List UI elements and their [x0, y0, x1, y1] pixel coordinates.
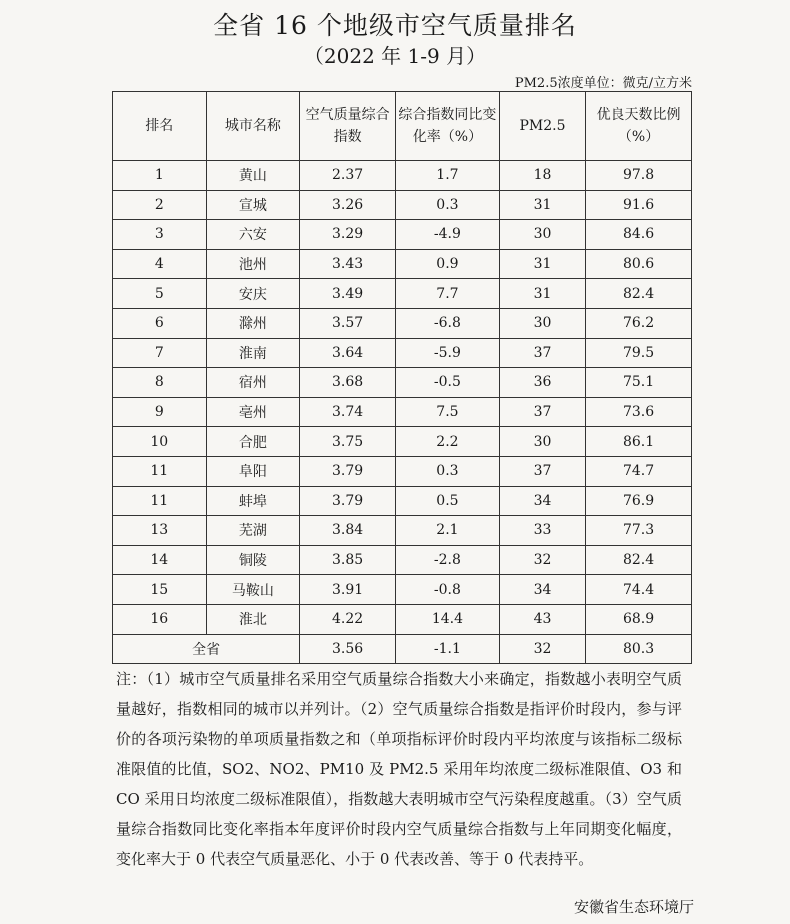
cell-pm: 34 [499, 575, 585, 605]
header-good-days: 优良天数比例（%） [586, 92, 692, 161]
cell-change: 1.7 [396, 161, 500, 191]
cell-rank: 11 [113, 456, 207, 486]
cell-change: 2.1 [396, 516, 500, 546]
cell-change: 14.4 [396, 604, 500, 634]
cell-pm: 43 [499, 604, 585, 634]
cell-city: 马鞍山 [206, 575, 300, 605]
cell-rank: 11 [113, 486, 207, 516]
cell-rank: 10 [113, 427, 207, 457]
cell-change: 0.9 [396, 249, 500, 279]
cell-good: 79.5 [586, 338, 692, 368]
cell-city: 滁州 [206, 308, 300, 338]
cell-aqi: 3.49 [300, 279, 396, 309]
header-city: 城市名称 [206, 92, 300, 161]
cell-good: 75.1 [586, 368, 692, 398]
cell-good: 84.6 [586, 220, 692, 250]
cell-aqi: 3.68 [300, 368, 396, 398]
cell-aqi: 3.84 [300, 516, 396, 546]
cell-rank: 2 [113, 190, 207, 220]
total-change: -1.1 [396, 634, 500, 664]
cell-change: 7.7 [396, 279, 500, 309]
cell-change: 0.3 [396, 190, 500, 220]
table-row [113, 190, 692, 220]
cell-aqi: 4.22 [300, 604, 396, 634]
cell-change: -2.8 [396, 545, 500, 575]
cell-change: 0.5 [396, 486, 500, 516]
cell-aqi: 3.75 [300, 427, 396, 457]
cell-city: 淮南 [206, 338, 300, 368]
table-row [113, 486, 692, 516]
cell-city: 芜湖 [206, 516, 300, 546]
table-row [113, 604, 692, 634]
cell-change: 2.2 [396, 427, 500, 457]
table-row [113, 249, 692, 279]
cell-pm: 30 [499, 220, 585, 250]
table-row [113, 279, 692, 309]
table-row [113, 161, 692, 191]
cell-pm: 33 [499, 516, 585, 546]
cell-rank: 1 [113, 161, 207, 191]
cell-aqi: 3.74 [300, 397, 396, 427]
unit-note: PM2.5浓度单位：微克/立方米 [514, 76, 692, 91]
cell-city: 铜陵 [206, 545, 300, 575]
cell-rank: 14 [113, 545, 207, 575]
table-row [113, 545, 692, 575]
cell-good: 76.2 [586, 308, 692, 338]
cell-good: 86.1 [586, 427, 692, 457]
header-change: 综合指数同比变化率（%） [396, 92, 500, 161]
cell-aqi: 3.79 [300, 486, 396, 516]
cell-good: 91.6 [586, 190, 692, 220]
total-pm25: 32 [499, 634, 585, 664]
cell-good: 82.4 [586, 545, 692, 575]
table-row [113, 427, 692, 457]
cell-city: 合肥 [206, 427, 300, 457]
cell-good: 80.6 [586, 249, 692, 279]
cell-rank: 3 [113, 220, 207, 250]
cell-pm: 31 [499, 279, 585, 309]
cell-good: 77.3 [586, 516, 692, 546]
cell-rank: 13 [113, 516, 207, 546]
cell-rank: 7 [113, 338, 207, 368]
cell-aqi: 3.64 [300, 338, 396, 368]
cell-rank: 16 [113, 604, 207, 634]
cell-pm: 37 [499, 397, 585, 427]
cell-city: 六安 [206, 220, 300, 250]
cell-city: 阜阳 [206, 456, 300, 486]
notes-paragraph: 注：（1）城市空气质量排名采用空气质量综合指数大小来确定，指数越小表明空气质量越好，指数相同的城市以并列计。（2）空气质量综合指数是指评价时段内，参与评价的各项污染物的单项质量指数之和（单项指标评价时段内平均浓度与该指标二级标准限值的比值，SO2、NO2、PM10 及 PM2.5 采用年均浓度二级标准限值、O3 和 CO 采用日均浓度二级标准限值），指数越大表明城市空气污染程度越重。（3）空气质量综合指数同比变化率指本年度评价时段内空气质量综合指数与上年同期变化幅度，变化率大于 0 代表空气质量恶化、小于 0 代表改善、等于 0 代表持平。 [116, 670, 682, 868]
cell-change: -6.8 [396, 308, 500, 338]
cell-rank: 5 [113, 279, 207, 309]
cell-aqi: 2.37 [300, 161, 396, 191]
cell-city: 安庆 [206, 279, 300, 309]
cell-rank: 6 [113, 308, 207, 338]
cell-city: 黄山 [206, 161, 300, 191]
cell-aqi: 3.57 [300, 308, 396, 338]
cell-pm: 32 [499, 545, 585, 575]
cell-aqi: 3.29 [300, 220, 396, 250]
cell-rank: 8 [113, 368, 207, 398]
cell-pm: 30 [499, 427, 585, 457]
header-rank: 排名 [113, 92, 207, 161]
table-row [113, 220, 692, 250]
page-subtitle: （2022 年 1-9 月） [303, 44, 487, 68]
cell-good: 74.7 [586, 456, 692, 486]
total-label: 全省 [113, 634, 300, 664]
cell-pm: 30 [499, 308, 585, 338]
table-row [113, 516, 692, 546]
cell-aqi: 3.79 [300, 456, 396, 486]
cell-pm: 18 [499, 161, 585, 191]
cell-city: 池州 [206, 249, 300, 279]
ranking-table [112, 91, 692, 664]
table-row [113, 368, 692, 398]
cell-rank: 9 [113, 397, 207, 427]
signature: 安徽省生态环境厅 [573, 898, 694, 916]
cell-city: 亳州 [206, 397, 300, 427]
total-good-days: 80.3 [586, 634, 692, 664]
cell-rank: 4 [113, 249, 207, 279]
cell-rank: 15 [113, 575, 207, 605]
cell-pm: 36 [499, 368, 585, 398]
cell-pm: 37 [499, 338, 585, 368]
cell-good: 82.4 [586, 279, 692, 309]
cell-aqi: 3.91 [300, 575, 396, 605]
table-row [113, 338, 692, 368]
table-row [113, 575, 692, 605]
header-pm25: PM2.5 [499, 92, 585, 161]
cell-pm: 37 [499, 456, 585, 486]
cell-good: 68.9 [586, 604, 692, 634]
total-aqi: 3.56 [300, 634, 396, 664]
cell-pm: 31 [499, 190, 585, 220]
cell-aqi: 3.26 [300, 190, 396, 220]
cell-pm: 31 [499, 249, 585, 279]
cell-aqi: 3.85 [300, 545, 396, 575]
cell-change: 0.3 [396, 456, 500, 486]
cell-change: -4.9 [396, 220, 500, 250]
cell-pm: 34 [499, 486, 585, 516]
cell-city: 淮北 [206, 604, 300, 634]
table-row [113, 456, 692, 486]
header-aqi: 空气质量综合指数 [300, 92, 396, 161]
table-row [113, 397, 692, 427]
cell-change: -0.5 [396, 368, 500, 398]
table-row [113, 308, 692, 338]
cell-change: -5.9 [396, 338, 500, 368]
table-header-row [113, 92, 692, 161]
cell-city: 蚌埠 [206, 486, 300, 516]
total-row [113, 634, 692, 664]
table-body [113, 161, 692, 635]
cell-city: 宿州 [206, 368, 300, 398]
page-title: 全省 16 个地级市空气质量排名 [213, 11, 577, 40]
cell-change: -0.8 [396, 575, 500, 605]
cell-good: 76.9 [586, 486, 692, 516]
cell-good: 97.8 [586, 161, 692, 191]
cell-change: 7.5 [396, 397, 500, 427]
cell-aqi: 3.43 [300, 249, 396, 279]
cell-good: 74.4 [586, 575, 692, 605]
cell-good: 73.6 [586, 397, 692, 427]
cell-city: 宣城 [206, 190, 300, 220]
